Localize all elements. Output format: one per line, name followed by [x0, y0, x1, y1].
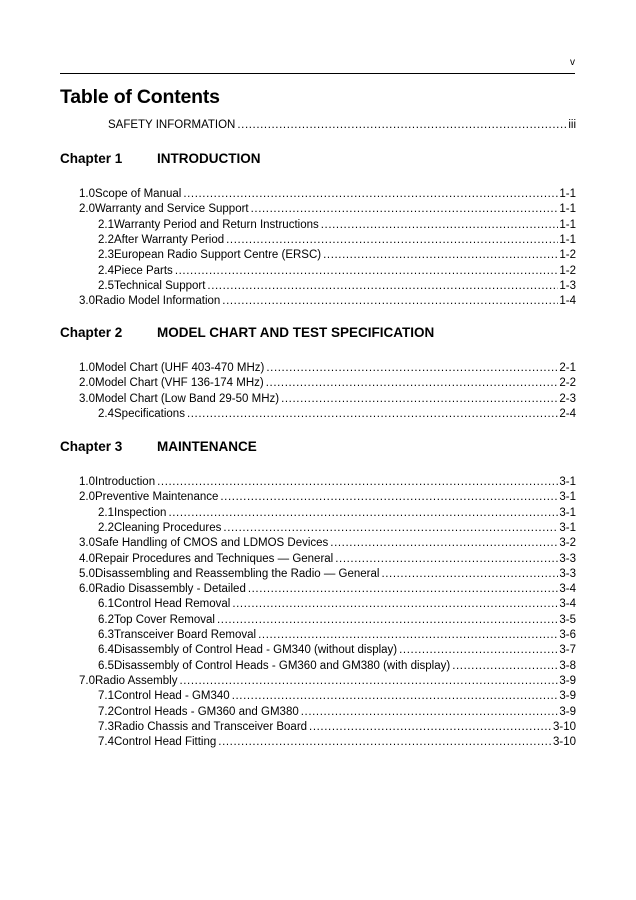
toc-entry-number: 1.0	[79, 476, 95, 488]
toc-entry-page: 1-1	[559, 218, 576, 231]
leader-dots	[452, 659, 558, 674]
toc-entry-text: Model Chart (VHF 136-174 MHz)	[95, 377, 264, 390]
chapter-label: Chapter 3	[60, 439, 123, 454]
toc-entry-text: European Radio Support Centre (ERSC)	[114, 249, 322, 262]
toc-entry-page: 1-2	[559, 249, 576, 262]
leader-dots	[251, 202, 559, 217]
toc-entry-text: Scope of Manual	[95, 188, 182, 200]
toc-entry[interactable]	[79, 202, 576, 217]
toc-entry-text: Warranty Period and Return Instructions	[114, 218, 319, 231]
toc-entry-number: 3.0	[79, 392, 95, 405]
toc-entry-page: 1-1	[559, 203, 576, 216]
toc-entry-text: Specifications	[114, 407, 185, 420]
toc-entry-number: 2.2	[98, 233, 114, 246]
toc-entry[interactable]	[98, 628, 576, 643]
toc-entry-page: 3-3	[559, 567, 576, 580]
toc-entry-number: 6.3	[98, 629, 114, 641]
toc-entry-page: 3-10	[552, 736, 576, 749]
toc-entry-page: 3-9	[559, 674, 576, 687]
toc-entry-text: Top Cover Removal	[114, 613, 215, 626]
leader-dots	[335, 552, 558, 567]
leader-dots	[218, 735, 552, 750]
toc-entry-page: 3-9	[559, 690, 576, 703]
leader-dots	[220, 490, 558, 505]
leader-dots	[321, 218, 559, 233]
leader-dots	[399, 643, 558, 658]
toc-entry[interactable]	[79, 187, 576, 202]
toc-entry-text: SAFETY INFORMATION	[108, 119, 236, 131]
chapter-label: Chapter 2	[60, 325, 123, 340]
leader-dots	[258, 628, 558, 643]
toc-entry[interactable]	[98, 659, 576, 674]
leader-dots	[381, 567, 558, 582]
toc-entry-text: Control Head - GM340	[114, 690, 230, 703]
toc-entry-text: Repair Procedures and Techniques — General	[95, 552, 334, 565]
toc-entry-text: Radio Assembly	[95, 674, 178, 687]
chapter-heading-3[interactable]	[60, 438, 257, 456]
leader-dots	[248, 582, 559, 597]
toc-entry-text: Disassembling and Reassembling the Radio — General	[95, 567, 380, 580]
toc-entry-page: 2-1	[559, 362, 576, 374]
toc-entry-page: 1-4	[559, 295, 576, 308]
toc-entry-number: 7.0	[79, 674, 95, 687]
chapter-title: INTRODUCTION	[157, 151, 261, 166]
toc-entry-text: Introduction	[95, 476, 156, 488]
leader-dots	[309, 720, 552, 735]
toc-entry-number: 1.0	[79, 362, 95, 374]
toc-entry[interactable]	[98, 506, 576, 521]
leader-dots	[232, 597, 558, 612]
leader-dots	[175, 264, 559, 279]
toc-entry[interactable]	[98, 218, 576, 233]
toc-entry-text: Preventive Maintenance	[95, 491, 219, 504]
toc-entry-number: 2.2	[98, 521, 114, 534]
toc-entry-text: Piece Parts	[114, 264, 173, 277]
leader-dots	[330, 536, 558, 551]
chapter-heading-2[interactable]	[60, 324, 434, 342]
toc-entry[interactable]	[98, 248, 576, 263]
toc-entry-page: 1-2	[559, 264, 576, 277]
toc-entry-page: iii	[568, 119, 576, 131]
toc-entry-page: 3-8	[559, 659, 576, 672]
toc-entry-number: 2.4	[98, 407, 114, 420]
toc-entry[interactable]	[98, 613, 576, 628]
toc-entry[interactable]	[79, 567, 576, 582]
toc-entry-text: Disassembly of Control Heads - GM360 and GM380 (with display)	[114, 659, 451, 672]
toc-entry-text: Warranty and Service Support	[95, 203, 249, 216]
page-number: v	[570, 57, 575, 68]
toc-entry[interactable]	[98, 597, 576, 612]
toc-entry-page: 3-4	[559, 598, 576, 611]
toc-entry-number: 4.0	[79, 552, 95, 565]
toc-entry-text: Transceiver Board Removal	[114, 629, 257, 641]
toc-entry-page: 1-1	[559, 233, 576, 246]
chapter-title: MODEL CHART AND TEST SPECIFICATION	[157, 325, 435, 340]
leader-dots	[301, 705, 559, 720]
toc-entry-page: 3-2	[559, 537, 576, 550]
toc-entry-number: 3.0	[79, 295, 95, 308]
toc-entry-text: Inspection	[114, 506, 167, 519]
toc-entry-page: 3-1	[559, 476, 576, 488]
toc-entry-page: 3-6	[559, 629, 576, 641]
leader-dots	[266, 361, 558, 376]
toc-entry[interactable]	[79, 392, 576, 407]
leader-dots	[187, 407, 558, 422]
leader-dots	[183, 187, 558, 202]
toc-entry[interactable]	[98, 643, 576, 658]
toc-entry[interactable]	[79, 361, 576, 376]
toc-entry-number: 2.1	[98, 506, 114, 519]
leader-dots	[222, 294, 558, 309]
toc-entry-text: Disassembly of Control Head - GM340 (without display)	[114, 644, 398, 657]
toc-entry-page: 3-1	[559, 491, 576, 504]
toc-entry[interactable]	[79, 490, 576, 505]
toc-entry-number: 5.0	[79, 567, 95, 580]
leader-dots	[281, 392, 558, 407]
toc-entry[interactable]	[98, 689, 576, 704]
toc-entry-page: 1-1	[559, 188, 576, 200]
toc-entry-safety-information[interactable]	[108, 118, 576, 133]
toc-entry-number: 2.0	[79, 491, 95, 504]
toc-entry-text: Control Heads - GM360 and GM380	[114, 705, 299, 718]
toc-entry-text: Control Head Fitting	[114, 736, 217, 749]
toc-entry-page: 3-1	[559, 506, 576, 519]
leader-dots	[266, 376, 559, 391]
toc-entry-number: 2.5	[98, 279, 114, 292]
chapter-label: Chapter 1	[60, 151, 123, 166]
toc-entry[interactable]	[98, 233, 576, 248]
toc-entry-number: 6.4	[98, 644, 114, 657]
toc-entry-page: 3-7	[559, 644, 576, 657]
leader-dots	[168, 506, 558, 521]
toc-entry-number: 2.0	[79, 377, 95, 390]
toc-entry-page: 3-3	[559, 552, 576, 565]
leader-dots	[223, 521, 558, 536]
toc-entry-text: Control Head Removal	[114, 598, 231, 611]
toc-entry-number: 6.2	[98, 613, 114, 626]
toc-entry[interactable]	[98, 521, 576, 536]
toc-entry-number: 2.1	[98, 218, 114, 231]
toc-entry-text: Radio Chassis and Transceiver Board	[114, 720, 308, 733]
toc-entry-text: Model Chart (UHF 403-470 MHz)	[95, 362, 265, 374]
chapter-heading-1[interactable]	[60, 150, 261, 168]
toc-entry[interactable]	[98, 735, 576, 750]
toc-entry-number: 6.5	[98, 659, 114, 672]
toc-entry[interactable]	[79, 294, 576, 309]
toc-entry-page: 2-3	[559, 392, 576, 405]
toc-entry-number: 2.0	[79, 203, 95, 216]
leader-dots	[226, 233, 558, 248]
toc-entry[interactable]	[79, 475, 576, 490]
toc-entry-number: 7.2	[98, 705, 114, 718]
toc-entry-text: Radio Disassembly - Detailed	[95, 583, 246, 596]
leader-dots	[232, 689, 559, 704]
toc-entry[interactable]	[79, 582, 576, 597]
toc-entry-page: 3-5	[559, 613, 576, 626]
toc-entry[interactable]	[98, 705, 576, 720]
toc-entry-page: 2-4	[559, 407, 576, 420]
toc-entry-page: 3-10	[552, 720, 576, 733]
toc-entry-number: 2.4	[98, 264, 114, 277]
leader-dots	[217, 613, 558, 628]
toc-entry-page: 3-4	[559, 583, 576, 596]
toc-entry-number: 1.0	[79, 188, 95, 200]
toc-entry-text: Technical Support	[114, 279, 206, 292]
toc-entry-page: 2-2	[559, 377, 576, 390]
toc-entry-number: 6.1	[98, 598, 114, 611]
toc-entry-number: 2.3	[98, 249, 114, 262]
toc-entry-text: Model Chart (Low Band 29-50 MHz)	[95, 392, 280, 405]
toc-entry[interactable]	[79, 674, 576, 689]
toc-entry[interactable]	[98, 720, 576, 735]
leader-dots	[323, 248, 558, 263]
header-rule	[60, 73, 575, 74]
leader-dots	[157, 475, 558, 490]
toc-entry[interactable]	[79, 536, 576, 551]
leader-dots	[207, 279, 558, 294]
toc-entry[interactable]	[79, 552, 576, 567]
toc-entry-page: 1-3	[559, 279, 576, 292]
toc-entry-number: 6.0	[79, 583, 95, 596]
toc-entry-page: 3-1	[559, 521, 576, 534]
toc-entry-number: 7.1	[98, 690, 114, 703]
leader-dots	[179, 674, 558, 689]
toc-entry-text: Safe Handling of CMOS and LDMOS Devices	[95, 537, 329, 550]
toc-entry-number: 7.3	[98, 720, 114, 733]
toc-entry-text: Radio Model Information	[95, 295, 221, 308]
toc-entry-text: Cleaning Procedures	[114, 521, 222, 534]
page-title: Table of Contents	[60, 86, 220, 108]
toc-entry-text: After Warranty Period	[114, 233, 225, 246]
toc-entry-page: 3-9	[559, 705, 576, 718]
toc-entry[interactable]	[79, 376, 576, 391]
toc-entry[interactable]	[98, 279, 576, 294]
toc-entry[interactable]	[98, 407, 576, 422]
toc-entry[interactable]	[98, 264, 576, 279]
chapter-title: MAINTENANCE	[157, 439, 257, 454]
leader-dots	[237, 118, 567, 133]
toc-entry-number: 7.4	[98, 736, 114, 749]
toc-entry-number: 3.0	[79, 537, 95, 550]
